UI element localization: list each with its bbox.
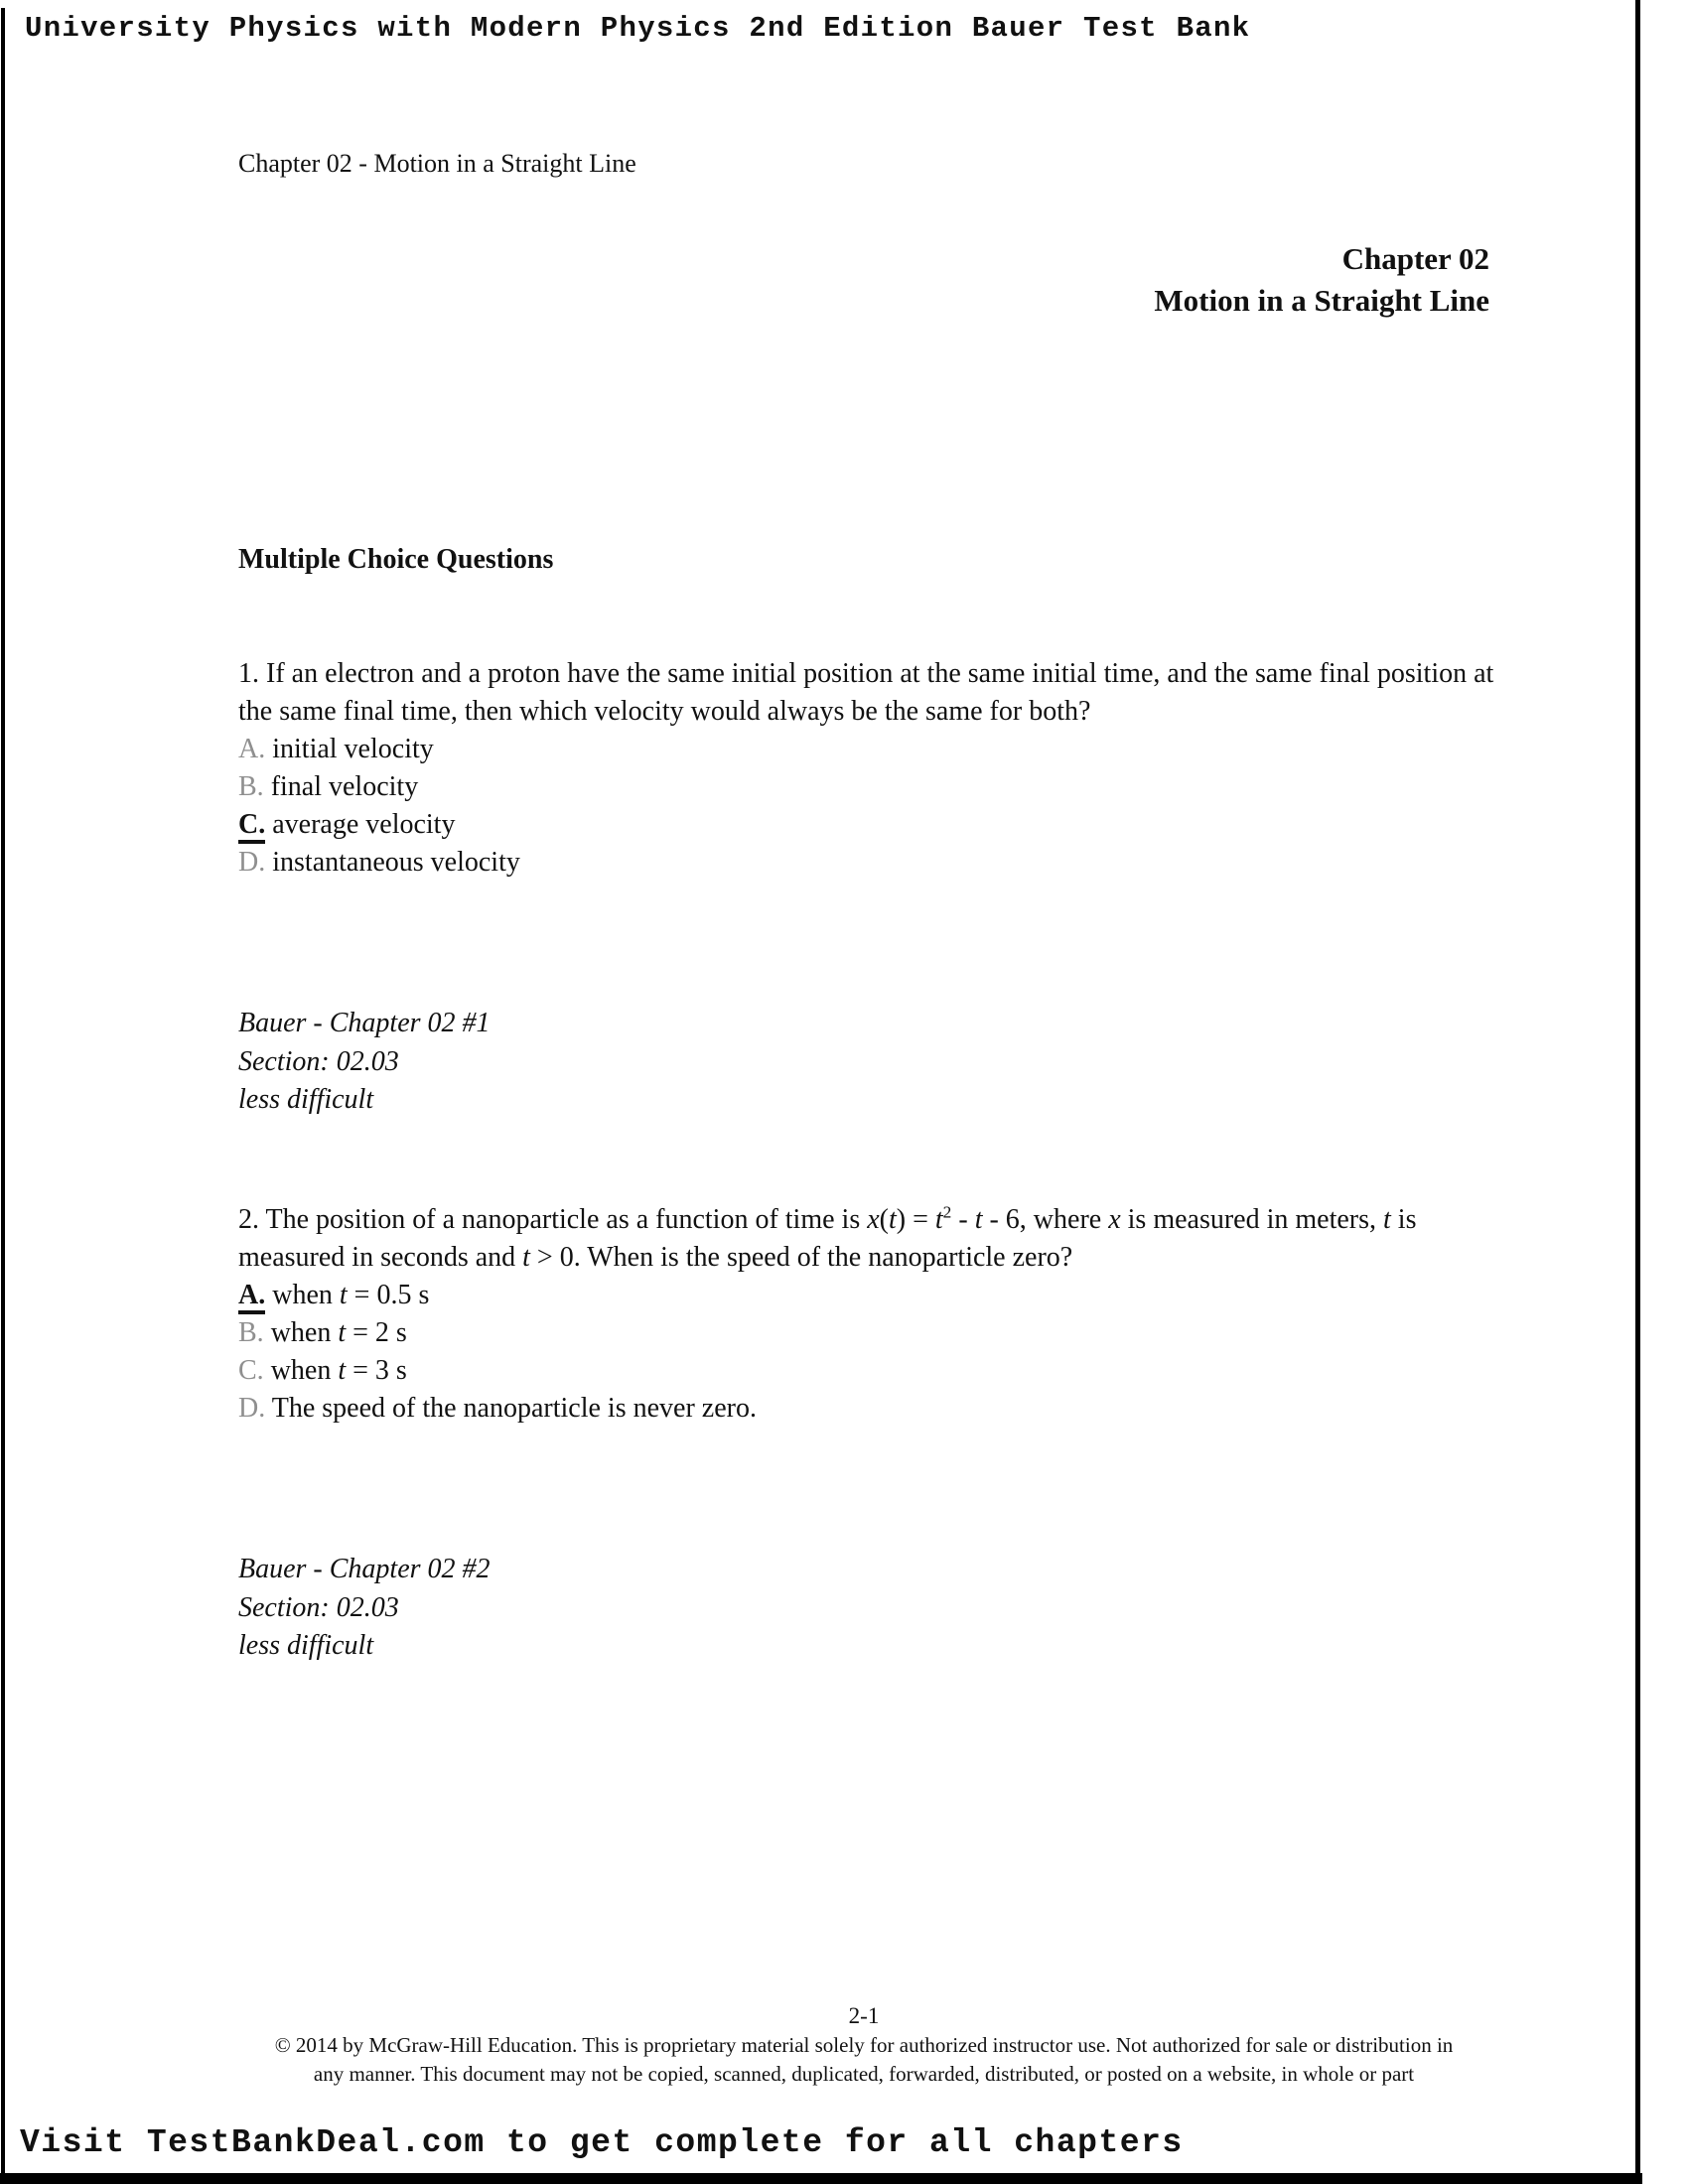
option-row <box>238 1352 1501 1390</box>
option-letter: D. <box>238 847 266 878</box>
option-letter: B. <box>238 771 264 802</box>
option-text: when t = 3 s <box>263 1355 407 1386</box>
page-border-left <box>1 8 5 2184</box>
chapter-title-number: Chapter 02 <box>1341 241 1489 276</box>
option-row <box>238 1390 1501 1428</box>
option-text: instantaneous velocity <box>265 847 520 878</box>
copyright-line-1: © 2014 by McGraw-Hill Education. This is proprietary material solely for authorized instructor use. Not authorized for sale or distribution in <box>274 2033 1454 2057</box>
page-border-bottom <box>0 2173 1642 2184</box>
option-text: when t = 2 s <box>263 1317 407 1348</box>
option-row <box>238 844 1501 882</box>
option-row <box>238 1277 1501 1314</box>
option-letter: B. <box>238 1317 264 1348</box>
option-letter: D. <box>238 1393 266 1424</box>
question-2-meta <box>238 1551 491 1666</box>
section-heading: Multiple Choice Questions <box>238 544 554 575</box>
question-1-options <box>238 731 1501 882</box>
question-block-1 <box>238 655 1501 882</box>
chapter-title-name: Motion in a Straight Line <box>1154 283 1489 318</box>
page-number: 2-1 <box>848 2003 880 2028</box>
copyright-line-2: any manner. This document may not be copied, scanned, duplicated, forwarded, distributed, or posted on a website, in whole or part <box>313 2062 1415 2086</box>
question-section: Section: 02.03 <box>238 1045 399 1077</box>
question-1-stem: 1. If an electron and a proton have the same initial position at the same initial time, and the same final position at the same final time, then which velocity would always be the same for both? <box>238 658 1494 727</box>
top-banner-title: University Physics with Modern Physics 2nd Edition Bauer Test Bank <box>25 12 1251 45</box>
page-border-right <box>1635 0 1640 2184</box>
option-text: final velocity <box>263 771 419 802</box>
option-row <box>238 731 1501 768</box>
option-row <box>238 768 1501 806</box>
option-letter: C. <box>238 809 265 844</box>
option-text: average velocity <box>265 809 456 840</box>
bottom-banner-link-text: Visit TestBankDeal.com to get complete for all chapters <box>20 2124 1184 2161</box>
option-row <box>238 806 1501 844</box>
question-2-options <box>238 1277 1501 1428</box>
option-text: The speed of the nanoparticle is never zero. <box>265 1393 757 1424</box>
page-footer <box>99 2001 1628 2089</box>
question-source: Bauer - Chapter 02 #2 <box>238 1554 491 1584</box>
option-text: when t = 0.5 s <box>265 1280 430 1310</box>
option-letter: A. <box>238 734 266 764</box>
question-difficulty: less difficult <box>238 1630 374 1661</box>
question-source: Bauer - Chapter 02 #1 <box>238 1008 491 1038</box>
option-letter: C. <box>238 1355 264 1386</box>
option-letter: A. <box>238 1280 265 1314</box>
question-block-2 <box>238 1201 1501 1428</box>
question-difficulty: less difficult <box>238 1084 374 1115</box>
question-section: Section: 02.03 <box>238 1591 399 1623</box>
running-header: Chapter 02 - Motion in a Straight Line <box>238 149 636 178</box>
chapter-title <box>1154 238 1489 322</box>
option-row <box>238 1314 1501 1352</box>
question-1-meta <box>238 1005 491 1120</box>
option-text: initial velocity <box>265 734 434 764</box>
question-2-stem: 2. The position of a nanoparticle as a function of time is $x(t) = t^2 - t - 6$, where x is measured in meters, t is measured in seconds and t > 0. When is the speed of the nanoparticle zero? <box>238 1202 1417 1273</box>
